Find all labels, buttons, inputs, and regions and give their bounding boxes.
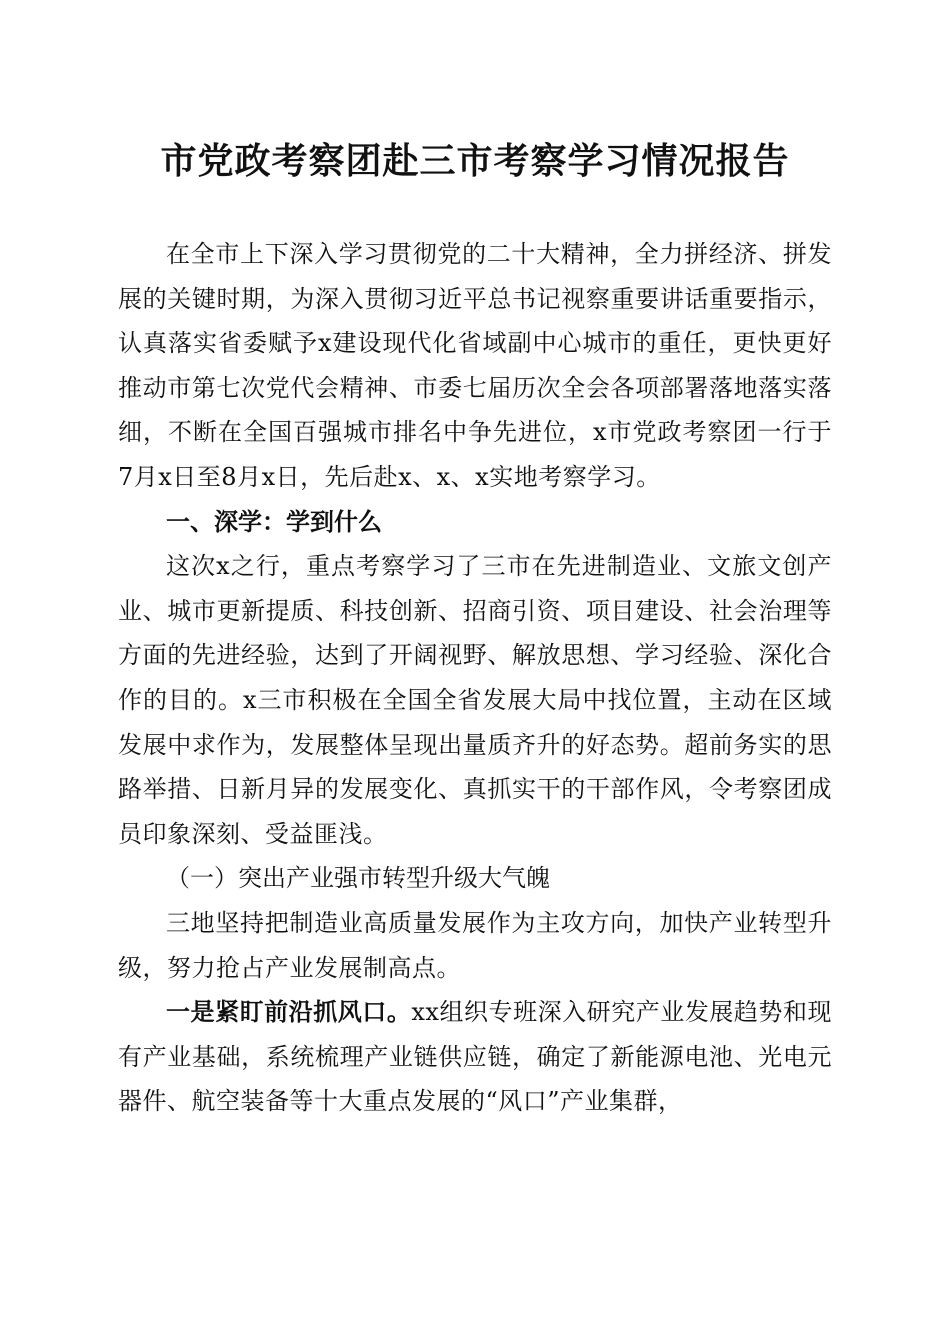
section-1-paragraph: 这次x之行，重点考察学习了三市在先进制造业、文旅文创产业、城市更新提质、科技创新、招商引资、项目建设、社会治理等方面的先进经验，达到了开阔视野、解放思想、学习经验、深化合作的目的。x三市积极在全国全省发展大局中找位置，主动在区域发展中求作为，发展整体呈现出量质齐升的好态势。超前务实的思路举措、日新月异的发展变化、真抓实干的干部作风，令考察团成员印象深刻、受益匪浅。 [118,552,832,848]
point-1-paragraph [118,990,832,1124]
document-body [118,232,832,1124]
point-1-text: xx组织专班深入研究产业发展趋势和现有产业基础，系统梳理产业链供应链，确定了新能源电池、光电元器件、航空装备等十大重点发展的“风口”产业集群， [118,998,832,1116]
document-title: 市党政考察团赴三市考察学习情况报告 [160,140,790,182]
intro-paragraph: 在全市上下深入学习贯彻党的二十大精神，全力拼经济、拼发展的关键时期，为深入贯彻习近平总书记视察重要讲话重要指示，认真落实省委赋予x建设现代化省域副中心城市的重任，更快更好推动市第七次党代会精神、市委七届历次全会各项部署落地落实落细，不断在全国百强城市排名中争先进位，x市党政考察团一行于7月x日至8月x日，先后赴x、x、x实地考察学习。 [118,240,832,491]
subsection-1-paragraph: 三地坚持把制造业高质量发展作为主攻方向，加快产业转型升级，努力抢占产业发展制高点。 [118,908,832,982]
subsection-heading-1: （一）突出产业强市转型升级大气魄 [166,864,550,893]
point-1-lead: 一是紧盯前沿抓风口。 [166,997,412,1027]
section-heading-1: 一、深学：学到什么 [166,507,382,536]
